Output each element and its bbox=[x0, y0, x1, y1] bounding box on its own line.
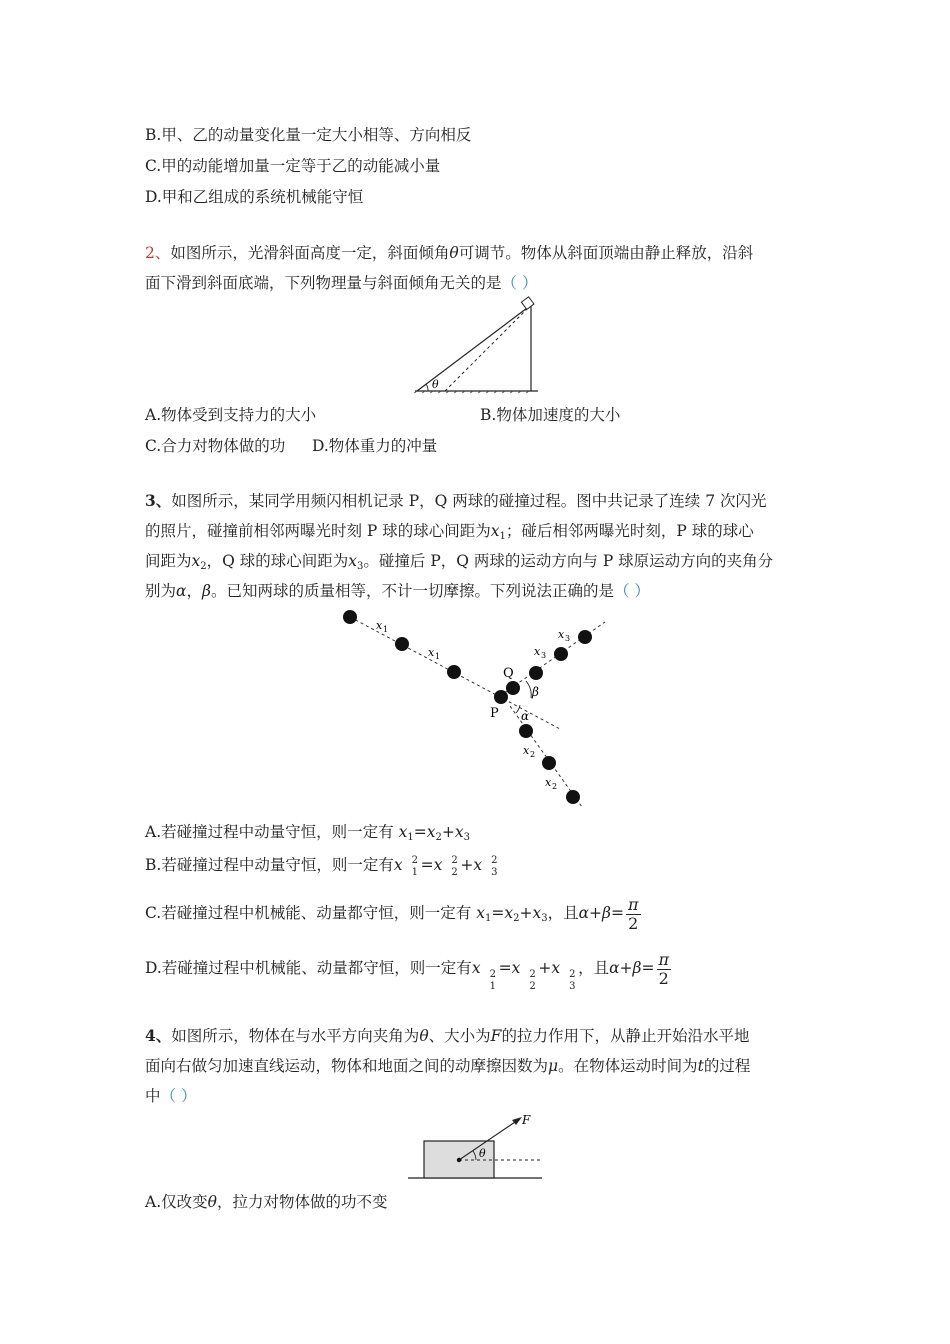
answer-blank: （ ） bbox=[613, 582, 650, 600]
q3-option-d: D.若碰撞过程中机械能、动量都守恒，则一定有x 2 1 =x 2 2 +x 2 3 ，且α+β= $\frac{\pi}{2}$ bbox=[145, 949, 670, 992]
svg-text:x: x bbox=[523, 744, 530, 757]
ball-q-label: Q bbox=[503, 666, 514, 681]
pi-over-two: $\frac{\pi}{2}$ bbox=[628, 894, 639, 933]
force-theta-label: θ bbox=[479, 1147, 486, 1160]
svg-text:x: x bbox=[428, 646, 435, 659]
q2-stem-line2: 面下滑到斜面底端，下列物理量与斜面倾角无关的是（ ） bbox=[145, 274, 538, 292]
alpha-label: α bbox=[521, 709, 530, 723]
q2-option-d: D.物体重力的冲量 bbox=[312, 437, 438, 455]
q3-option-c: C.若碰撞过程中机械能、动量都守恒，则一定有 $x_1=x_2+x_3$，且α+β= $\frac{\pi}{2}$ bbox=[145, 894, 639, 933]
svg-text:x: x bbox=[545, 776, 552, 789]
svg-text:x: x bbox=[558, 628, 565, 641]
beta-label: β bbox=[532, 685, 539, 699]
q2-option-a: A.物体受到支持力的大小 bbox=[145, 406, 317, 424]
q3-number: 3、 bbox=[145, 491, 172, 510]
q4-number: 4、 bbox=[145, 1026, 172, 1045]
ball-p-label: P bbox=[490, 706, 499, 721]
q3-stem-line2: 的照片，碰撞前相邻两曝光时刻 P 球的球心间距为$x_1$；碰后相邻两曝光时刻，P 球的球心 bbox=[145, 522, 754, 542]
q3-stem-line1: 3、如图所示，某同学用频闪相机记录 P，Q 两球的碰撞过程。图中共记录了连续 7 次闪光 bbox=[145, 491, 767, 510]
collision-figure bbox=[330, 605, 620, 815]
q1-option-c: C.甲的动能增加量一定等于乙的动能减小量 bbox=[145, 157, 441, 175]
svg-text:1: 1 bbox=[435, 652, 441, 661]
answer-blank: （ ） bbox=[501, 274, 538, 292]
svg-text:x: x bbox=[534, 645, 541, 658]
svg-text:2: 2 bbox=[530, 750, 536, 759]
force-block-figure bbox=[400, 1108, 550, 1183]
svg-text:2: 2 bbox=[552, 782, 558, 791]
q2-option-b: B.物体加速度的大小 bbox=[480, 406, 621, 424]
q1-option-b: B.甲、乙的动量变化量一定大小相等、方向相反 bbox=[145, 126, 472, 144]
svg-text:3: 3 bbox=[565, 634, 571, 643]
svg-text:x: x bbox=[376, 619, 383, 632]
q3-stem-line3: 间距为$x_2$，Q 球的球心间距为$x_3$。碰撞后 P，Q 两球的运动方向与 P 球原运动方向的夹角分 bbox=[145, 552, 774, 572]
q1-option-d: D.甲和乙组成的系统机械能守恒 bbox=[145, 188, 364, 206]
answer-blank: （ ） bbox=[160, 1087, 197, 1105]
q2-option-c: C.合力对物体做的功 bbox=[145, 437, 286, 455]
q3-stem-line4: 别为α，β。已知两球的质量相等，不计一切摩擦。下列说法正确的是（ ） bbox=[145, 582, 650, 600]
q3-option-b: B.若碰撞过程中动量守恒，则一定有x 2 1 =x 2 2 +x 2 3 bbox=[145, 855, 498, 878]
q3-option-a: A.若碰撞过程中动量守恒，则一定有 $x_1=x_2+x_3$ bbox=[145, 823, 470, 843]
q4-option-a: A.仅改变θ，拉力对物体做的功不变 bbox=[145, 1193, 388, 1211]
pi-over-two: $\frac{\pi}{2}$ bbox=[658, 949, 670, 988]
svg-text:3: 3 bbox=[541, 651, 547, 660]
q4-stem-line2: 面向右做匀加速直线运动，物体和地面之间的动摩擦因数为μ。在物体运动时间为t的过程 bbox=[145, 1057, 751, 1075]
q4-stem-line1: 4、如图所示，物体在与水平方向夹角为θ、大小为F的拉力作用下，从静止开始沿水平地 bbox=[145, 1026, 750, 1045]
incline-figure bbox=[395, 293, 545, 393]
q2-stem-line1: 2、如图所示，光滑斜面高度一定，斜面倾角θ可调节。物体从斜面顶端由静止释放，沿斜 bbox=[145, 244, 754, 262]
q4-stem-line3: 中（ ） bbox=[145, 1087, 197, 1105]
force-f-label: F bbox=[522, 1113, 531, 1127]
svg-text:1: 1 bbox=[383, 625, 389, 634]
q2-number: 2、 bbox=[145, 244, 171, 262]
incline-theta-label: θ bbox=[432, 378, 439, 391]
